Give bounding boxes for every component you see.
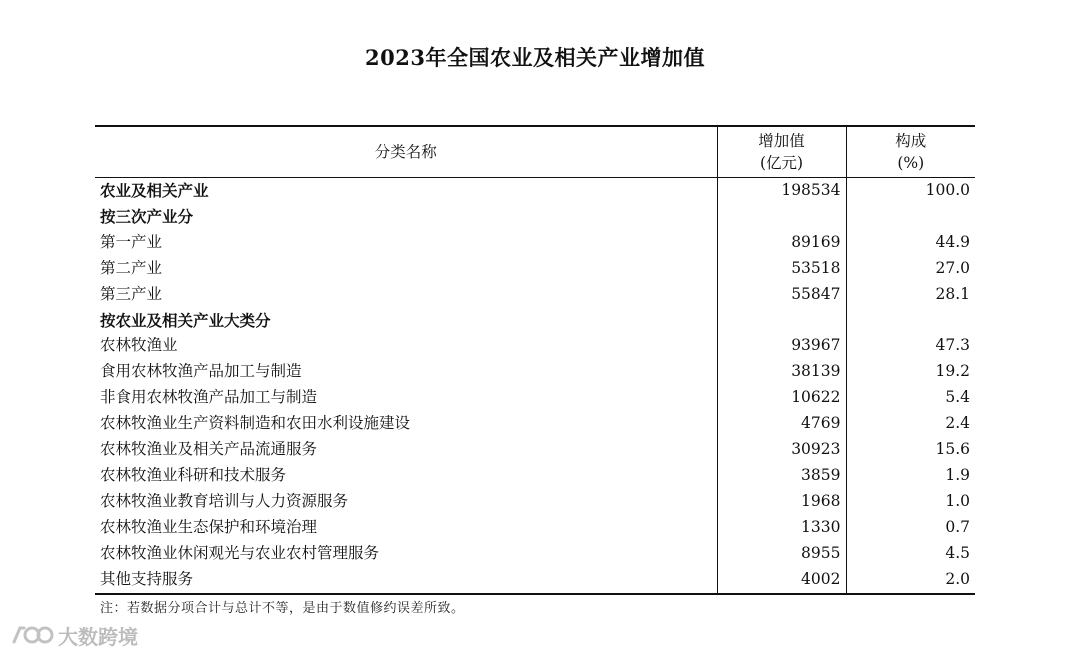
table-row — [95, 541, 975, 567]
table-row — [95, 515, 975, 541]
row-value: 53518 — [717, 256, 846, 282]
row-name: 农林牧渔业生产资料制造和农田水利设施建设 — [100, 414, 411, 433]
row-value: 1330 — [717, 515, 846, 541]
row-name: 农林牧渔业及相关产品流通服务 — [100, 440, 318, 459]
table-row — [95, 282, 975, 308]
row-value — [717, 204, 846, 230]
row-pct: 100.0 — [846, 178, 975, 204]
table-row — [95, 489, 975, 515]
row-pct: 1.0 — [846, 489, 975, 515]
table-row — [95, 359, 975, 385]
row-value: 8955 — [717, 541, 846, 567]
row-name: 第二产业 — [100, 258, 163, 277]
watermark — [10, 622, 138, 648]
brand-logo-icon — [10, 622, 54, 648]
table-row — [95, 333, 975, 359]
table-body — [95, 178, 975, 594]
row-name: 第三产业 — [100, 284, 163, 303]
row-value: 3859 — [717, 463, 846, 489]
row-name: 农林牧渔业科研和技术服务 — [100, 465, 287, 484]
row-pct: 44.9 — [846, 230, 975, 256]
table-row — [95, 463, 975, 489]
table-row — [95, 385, 975, 411]
row-value: 38139 — [717, 359, 846, 385]
row-value: 55847 — [717, 282, 846, 308]
table-row — [95, 178, 975, 204]
table-row — [95, 437, 975, 463]
page-title: 2023年全国农业及相关产业增加值 — [365, 45, 705, 70]
row-pct: 2.0 — [846, 567, 975, 594]
table-row — [95, 308, 975, 334]
row-name: 第一产业 — [100, 232, 163, 251]
header-pct-line2: (%) — [897, 154, 925, 172]
row-pct: 1.9 — [846, 463, 975, 489]
header-name: 分类名称 — [374, 143, 437, 161]
row-name: 农林牧渔业教育培训与人力资源服务 — [100, 491, 349, 510]
row-value: 93967 — [717, 333, 846, 359]
row-pct: 15.6 — [846, 437, 975, 463]
table-header-row — [95, 126, 975, 178]
table-row — [95, 256, 975, 282]
row-value: 4002 — [717, 567, 846, 594]
row-name: 农业及相关产业 — [100, 181, 209, 200]
watermark-text: 大数跨境 — [58, 624, 138, 649]
row-pct: 5.4 — [846, 385, 975, 411]
row-pct: 28.1 — [846, 282, 975, 308]
data-table — [95, 125, 975, 595]
row-pct: 19.2 — [846, 359, 975, 385]
header-value-line2: (亿元) — [759, 154, 804, 172]
row-name: 农林牧渔业生态保护和环境治理 — [100, 517, 318, 536]
row-name: 农林牧渔业 — [100, 336, 178, 355]
table-row — [95, 204, 975, 230]
table-row — [95, 411, 975, 437]
row-value: 30923 — [717, 437, 846, 463]
row-pct — [846, 308, 975, 334]
header-value-line1: 增加值 — [758, 132, 805, 150]
row-name: 非食用农林牧渔产品加工与制造 — [100, 388, 318, 407]
table-row — [95, 567, 975, 594]
header-pct-line1: 构成 — [895, 132, 927, 150]
row-name: 按农业及相关产业大类分 — [100, 310, 271, 330]
row-pct: 27.0 — [846, 256, 975, 282]
footnote: 注：若数据分项合计与总计不等，是由于数值修约误差所致。 — [100, 601, 465, 616]
row-pct — [846, 204, 975, 230]
row-value: 4769 — [717, 411, 846, 437]
header-value — [717, 126, 846, 178]
row-pct: 2.4 — [846, 411, 975, 437]
row-name: 食用农林牧渔产品加工与制造 — [100, 362, 302, 381]
row-value: 10622 — [717, 385, 846, 411]
header-pct — [846, 126, 975, 178]
data-table-container — [95, 125, 975, 595]
row-value — [717, 308, 846, 334]
row-name: 按三次产业分 — [100, 206, 194, 226]
row-value: 89169 — [717, 230, 846, 256]
row-pct: 0.7 — [846, 515, 975, 541]
row-name: 其他支持服务 — [100, 569, 194, 588]
row-value: 198534 — [717, 178, 846, 204]
row-pct: 4.5 — [846, 541, 975, 567]
row-pct: 47.3 — [846, 333, 975, 359]
row-value: 1968 — [717, 489, 846, 515]
table-row — [95, 230, 975, 256]
row-name: 农林牧渔业休闲观光与农业农村管理服务 — [100, 543, 380, 562]
